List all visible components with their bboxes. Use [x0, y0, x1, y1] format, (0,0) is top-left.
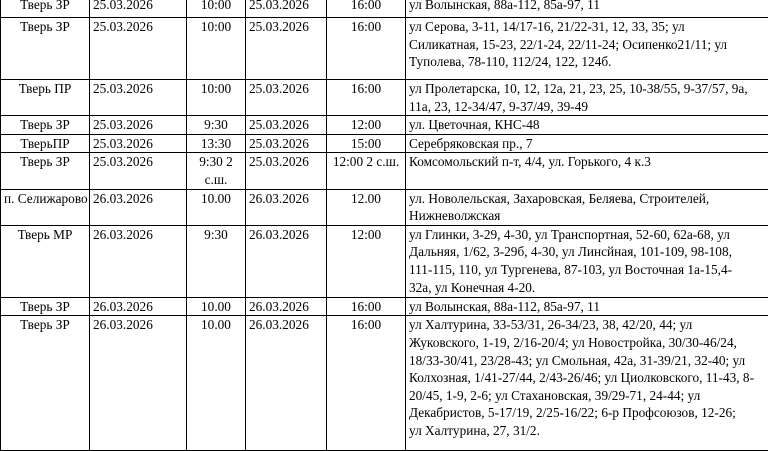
place-cell: Тверь ЗР [1, 0, 90, 18]
address-line: Туполева, 78-110, 112/24, 122, 124б. [409, 53, 768, 71]
start-time-cell [187, 80, 246, 116]
start-date-cell: 26.03.2026 [90, 225, 187, 297]
start-time-cell [187, 225, 246, 297]
start-date-cell: 26.03.2026 [90, 316, 187, 451]
place-cell: Тверь МР [1, 225, 90, 297]
place-cell: Тверь ЗР [1, 18, 90, 80]
start-time-cell [187, 316, 246, 451]
schedule-body [1, 0, 768, 451]
place-cell: Тверь ЗР [1, 116, 90, 135]
end-time-cell: 16:00 [327, 18, 406, 80]
start-time-line: 10.00 [190, 298, 242, 316]
address-line: 32а, ул Конечная 4-20. [409, 279, 768, 297]
end-time-cell: 12:00 [327, 116, 406, 135]
end-time-cell: 12:00 [327, 225, 406, 297]
end-time-cell: 12.00 [327, 189, 406, 225]
end-date-cell: 26.03.2026 [246, 189, 327, 225]
start-date-cell: 25.03.2026 [90, 80, 187, 116]
table-row [1, 18, 768, 80]
start-time-cell [187, 189, 246, 225]
address-line: ул. Новолельская, Захаровская, Беляева, Строителей, [409, 190, 768, 208]
address-cell [406, 153, 768, 189]
table-row [1, 0, 768, 18]
address-line: ул Пролетарска, 10, 12, 12а, 21, 23, 25, 10-38/55, 9-37/57, 9а, [409, 80, 768, 98]
address-cell [406, 297, 768, 316]
address-cell [406, 0, 768, 18]
address-line: Нижневолжская [409, 207, 768, 225]
address-cell [406, 134, 768, 153]
start-time-cell [187, 18, 246, 80]
address-line: ул. Цветочная, КНС-48 [409, 116, 768, 134]
start-time-line: 10:00 [190, 0, 242, 14]
address-line: Колхозная, 1/41-27/44, 2/43-26/46; ул Циолковского, 11-43, 8- [409, 369, 768, 387]
address-cell [406, 116, 768, 135]
start-time-cell [187, 0, 246, 18]
place-cell: Тверь ПР [1, 80, 90, 116]
address-line: ул Халтурина, 33-53/31, 26-34/23, 38, 42/20, 44; ул [409, 316, 768, 334]
address-line: ул Глинки, 3-29, 4-30, ул Транспортная, 52-60, 62а-68, ул [409, 226, 768, 244]
end-time-cell: 16:00 [327, 297, 406, 316]
start-time-cell [187, 116, 246, 135]
address-line: Силикатная, 15-23, 22/1-24, 22/11-24; Осипенко21/11; ул [409, 36, 768, 54]
address-line: ул Волынская, 88а-112, 85а-97, 11 [409, 298, 768, 316]
table-row [1, 225, 768, 297]
address-cell [406, 316, 768, 451]
address-line: Дальняя, 1/62, 3-29б, 4-30, ул Линсйная, 101-109, 98-108, [409, 243, 768, 261]
address-line: ул Халтурина, 27, 31/2. [409, 422, 768, 440]
end-date-cell: 26.03.2026 [246, 316, 327, 451]
address-line: 111-115, 110, ул Тургенева, 87-103, ул Восточная 1а-15,4- [409, 261, 768, 279]
end-time-cell: 16:00 [327, 316, 406, 451]
end-date-cell: 25.03.2026 [246, 153, 327, 189]
address-line: 20/45, 1-9, 2-6; ул Стахановская, 39/29-71, 24-44; ул [409, 387, 768, 405]
start-time-line: 10:00 [190, 80, 242, 98]
table-row [1, 80, 768, 116]
start-date-cell: 25.03.2026 [90, 116, 187, 135]
start-time-line: 13:30 [190, 135, 242, 153]
start-date-cell: 25.03.2026 [90, 0, 187, 18]
end-time-cell: 15:00 [327, 134, 406, 153]
place-cell: Тверь ЗР [1, 316, 90, 451]
end-date-cell: 25.03.2026 [246, 134, 327, 153]
start-date-cell: 25.03.2026 [90, 18, 187, 80]
start-time-line: 9:30 [190, 226, 242, 244]
table-row [1, 189, 768, 225]
table-row [1, 116, 768, 135]
start-time-cell [187, 134, 246, 153]
start-time-line: 9:30 [190, 116, 242, 134]
address-line: 18/33-30/41, 23/28-43; ул Смольная, 42а, 31-39/21, 32-40; ул [409, 352, 768, 370]
start-date-cell: 25.03.2026 [90, 134, 187, 153]
start-time-line: 10.00 [190, 190, 242, 208]
end-time-cell: 16:00 [327, 0, 406, 18]
table-row [1, 316, 768, 451]
end-date-cell: 25.03.2026 [246, 18, 327, 80]
end-date-cell: 26.03.2026 [246, 225, 327, 297]
address-line: Комсомольский п-т, 4/4, ул. Горького, 4 к.3 [409, 153, 768, 171]
start-time-cell [187, 297, 246, 316]
start-time-line: 9:30 2 [190, 153, 242, 171]
start-time-line: с.ш. [190, 171, 242, 189]
address-line: Жуковского, 1-19, 2/16-20/4; ул Новостройка, 30/30-46/24, [409, 334, 768, 352]
address-cell [406, 189, 768, 225]
end-date-cell: 26.03.2026 [246, 297, 327, 316]
start-date-cell: 25.03.2026 [90, 153, 187, 189]
start-time-cell [187, 153, 246, 189]
address-line: Серебряковская пр., 7 [409, 135, 768, 153]
table-row [1, 153, 768, 189]
start-time-line: 10:00 [190, 18, 242, 36]
end-time-cell: 12:00 2 с.ш. [327, 153, 406, 189]
address-line: ул Серова, 3-11, 14/17-16, 21/22-31, 12, 33, 35; ул [409, 18, 768, 36]
table-row [1, 297, 768, 316]
start-date-cell: 26.03.2026 [90, 297, 187, 316]
address-line: 11а, 23, 12-34/47, 9-37/49, 39-49 [409, 98, 768, 116]
address-cell [406, 80, 768, 116]
start-date-cell: 26.03.2026 [90, 189, 187, 225]
end-date-cell: 25.03.2026 [246, 116, 327, 135]
address-cell [406, 225, 768, 297]
start-time-line: 10.00 [190, 316, 242, 334]
address-cell [406, 18, 768, 80]
end-time-cell: 16:00 [327, 80, 406, 116]
place-cell: Тверь ЗР [1, 153, 90, 189]
place-cell: Тверь ЗР [1, 297, 90, 316]
end-date-cell: 25.03.2026 [246, 0, 327, 18]
table-row [1, 134, 768, 153]
address-line: ул Волынская, 88а-112, 85а-97, 11 [409, 0, 768, 14]
address-line: Декабристов, 5-17/19, 2/25-16/22; 6-р Профсоюзов, 12-26; [409, 404, 768, 422]
place-cell: п. Селижарово [1, 189, 90, 225]
place-cell: ТверьПР [1, 134, 90, 153]
end-date-cell: 25.03.2026 [246, 80, 327, 116]
